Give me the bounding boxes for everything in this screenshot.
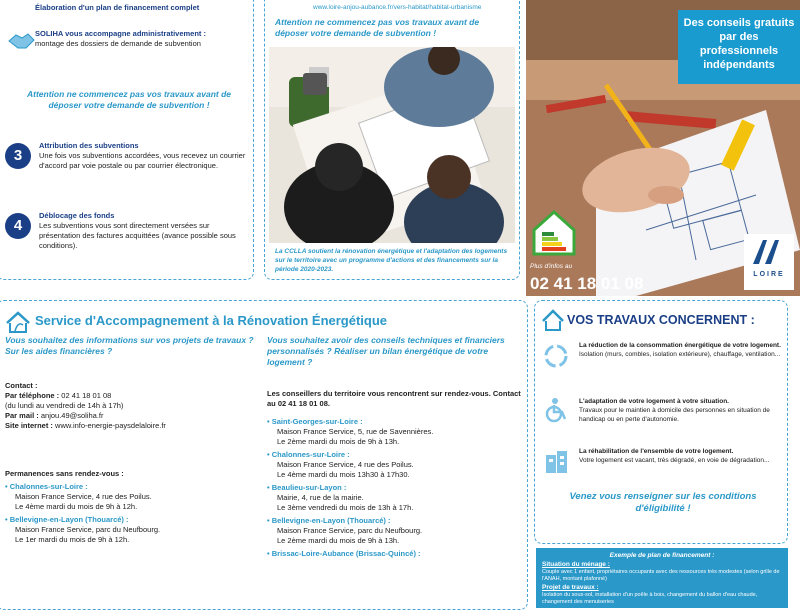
contact-site	[5, 421, 255, 431]
wheelchair-icon	[543, 397, 569, 423]
mail-label: Par mail :	[5, 411, 39, 420]
situation-title: Situation du ménage :	[542, 561, 610, 568]
financing-example	[536, 548, 788, 608]
energy-label-icon	[530, 208, 578, 256]
house-eco-icon	[5, 311, 31, 333]
phone-label: Plus d'infos au	[530, 263, 573, 270]
rdv-item: • Beaulieu-sur-Layon : Mairie, 4, rue de la mairie. Le 3ème vendredi du mois de 13h à 17h.	[267, 483, 523, 513]
contact-heading: Contact :	[5, 381, 38, 390]
travaux-item-head: L'adaptation de votre logement à votre situation.	[579, 398, 729, 405]
rdv-when: Le 2ème mardi du mois de 9h à 13h.	[277, 536, 400, 545]
contact-mail	[5, 411, 255, 421]
perm-when: Le 4ème mardi du mois de 9h à 12h.	[15, 502, 138, 511]
top-middle-warning: Attention ne commencez pas vos travaux avant de déposer votre demande de subvention !	[275, 17, 480, 38]
phone-number: 02 41 18 01 08	[530, 274, 644, 293]
step-4-text: Les subventions vous sont directement versées sur présentation des factures acquittées (avance possible sous conditions).	[39, 221, 236, 250]
eligibility-cta: Venez vous renseigner sur les conditions d'éligibilité !	[569, 491, 757, 514]
handshake-icon	[7, 29, 35, 51]
rdv-place: Chalonnes-sur-Loire :	[271, 450, 350, 459]
perm-item: • Chalonnes-sur-Loire : Maison France Service, 4 rue des Poilus. Le 4ème mardi du mois de 9h à 12h.	[5, 482, 255, 512]
travaux-title: VOS TRAVAUX CONCERNENT :	[567, 313, 755, 327]
step-4-number: 4	[5, 213, 31, 239]
meeting-photo	[269, 47, 515, 243]
rdv-list	[267, 417, 523, 559]
step-3-number: 3	[5, 143, 31, 169]
perm-place: Bellevigne-en-Layon (Thouarcé) :	[9, 515, 129, 524]
rdv-item: • Chalonnes-sur-Loire : Maison France Service, 4 rue des Poilus. Le 4ème mardi du mois 13h30 à 17h30.	[267, 450, 523, 480]
advice-badge	[678, 10, 800, 84]
advice-badge-text: Des conseils gratuits par des professionnels indépendants	[683, 17, 795, 71]
travaux-item-text: Isolation (murs, combles, isolation extérieure), chauffage, ventilation...	[579, 351, 781, 358]
tel-value: 02 41 18 01 08	[61, 391, 112, 400]
step-4-block	[39, 211, 249, 251]
rdv-place: Bellevigne-en-Layon (Thouarcé) :	[271, 516, 391, 525]
travaux-item	[579, 397, 783, 424]
rdv-place: Brissac-Loire-Aubance (Brissac-Quincé) :	[271, 549, 421, 558]
rdv-when: Le 2ème mardi du mois de 9h à 13h.	[277, 437, 400, 446]
rdv-addr: Maison France Service, parc du Neufbourg.	[277, 526, 423, 535]
travaux-item-text: Votre logement est vacant, très dégradé, en voie de dégradation...	[579, 457, 770, 464]
warning-text: Attention ne commencez pas vos travaux avant de déposer votre demande de subvention !	[26, 89, 232, 110]
perm-addr: Maison France Service, 4 rue des Poilus.	[15, 492, 152, 501]
steps-panel	[0, 0, 254, 280]
site-value[interactable]: www.info-energie-paysdelaloire.fr	[55, 421, 166, 430]
step-4-title: Déblocage des fonds	[39, 211, 115, 220]
perm-place: Chalonnes-sur-Loire :	[9, 482, 88, 491]
perm-heading: Permanences sans rendez-vous :	[5, 469, 124, 478]
step-3-block	[39, 141, 249, 171]
building-icon	[543, 449, 569, 475]
travaux-item-head: La réduction de la consommation énergétique de votre logement.	[579, 342, 781, 349]
perm-addr: Maison France Service, parc du Neufbourg.	[15, 525, 161, 534]
step-elab-text: Élaboration d'un plan de financement complet	[35, 3, 200, 12]
rdv-item: • Brissac-Loire-Aubance (Brissac-Quincé) :	[267, 549, 421, 558]
perm-when: Le 1er mardi du mois de 9h à 12h.	[15, 535, 130, 544]
example-title: Exemple de plan de financement :	[609, 552, 715, 559]
loire-logo-icon	[749, 236, 789, 266]
travaux-item-head: La réhabilitation de l'ensemble de votre logement.	[579, 448, 734, 455]
rdv-when: Le 3ème vendredi du mois de 13h à 17h.	[277, 503, 414, 512]
soliha-block	[35, 29, 249, 49]
project-text: Isolation du sous-sol, installation d'un poêle à bois, changement du ballon d'eau chaude, changement des menuiseries	[542, 592, 758, 605]
loire-logo-text: LOIRE	[753, 271, 785, 278]
situation-text: Couple avec 1 enfant, propriétaires occupants avec des ressources très modestes (selon grille de l'ANAH, montant plafonné)	[542, 569, 780, 582]
advisors-text: Les conseillers du territoire vous rencontrent sur rendez-vous. Contact au 02 41 18 01 08.	[267, 389, 521, 408]
step-3-title: Attribution des subventions	[39, 141, 139, 150]
blueprint-panel	[526, 0, 800, 296]
contact-tel	[5, 391, 255, 401]
rdv-addr: Maison France Service, 5, rue de Savennières.	[277, 427, 434, 436]
travaux-item-text: Travaux pour le maintien à domicile des personnes en situation de handicap ou en perte d'autonomie.	[579, 407, 770, 423]
travaux-item	[579, 447, 783, 465]
soliha-title: SOLIHA vous accompagne administrativement :	[35, 29, 207, 38]
rdv-when: Le 4ème mardi du mois 13h30 à 17h30.	[277, 470, 410, 479]
website-url: www.loire-anjou-aubance.fr/vers-habitat/habitat-urbanisme	[313, 4, 482, 11]
question-info: Vous souhaitez des informations sur vos projets de travaux ? Sur les aides financières ?	[5, 335, 254, 356]
perm-item: • Bellevigne-en-Layon (Thouarcé) : Maison France Service, parc du Neufbourg. Le 1er mardi du mois de 9h à 12h.	[5, 515, 255, 545]
permanences-block	[5, 469, 255, 545]
question-advice: Vous souhaitez avoir des conseils techniques et financiers personnalisés ? Réaliser un bilan énergétique de votre logement ?	[267, 335, 505, 367]
rdv-place: Saint-Georges-sur-Loire :	[271, 417, 363, 426]
step-3-text: Une fois vos subventions accordées, vous recevez un courrier d'accord par voie postale ou par courrier électronique.	[39, 151, 246, 170]
photo-panel	[264, 0, 520, 280]
rdv-addr: Mairie, 4, rue de la mairie.	[277, 493, 364, 502]
loire-logo	[744, 234, 794, 290]
rdv-addr: Maison France Service, 4 rue des Poilus.	[277, 460, 414, 469]
travaux-panel	[534, 300, 788, 544]
contact-hours: (du lundi au vendredi de 14h à 17h)	[5, 401, 124, 410]
soliha-text: montage des dossiers de demande de subvention	[35, 39, 201, 48]
contact-block	[5, 381, 255, 431]
rdv-item: • Bellevigne-en-Layon (Thouarcé) : Maison France Service, parc du Neufbourg. Le 2ème mardi du mois de 9h à 13h.	[267, 516, 523, 546]
service-title: Service d'Accompagnement à la Rénovation Énergétique	[35, 313, 388, 328]
site-label: Site internet :	[5, 421, 53, 430]
travaux-item	[579, 341, 783, 359]
rdv-item: • Saint-Georges-sur-Loire : Maison France Service, 5, rue de Savennières. Le 2ème mardi du mois de 9h à 13h.	[267, 417, 523, 447]
recycle-icon	[543, 343, 569, 369]
tel-label: Par téléphone :	[5, 391, 60, 400]
mail-value[interactable]: anjou.49@soliha.fr	[40, 411, 104, 420]
rdv-place: Beaulieu-sur-Layon :	[271, 483, 347, 492]
service-panel	[0, 300, 528, 610]
house-eco-icon	[541, 309, 565, 331]
photo-caption: La CCLLA soutient la rénovation énergétique et l'adaptation des logements sur le territoire avec un programme d'actions et des financements sur la période 2020-2023.	[275, 248, 508, 273]
project-title: Projet de travaux :	[542, 584, 599, 591]
